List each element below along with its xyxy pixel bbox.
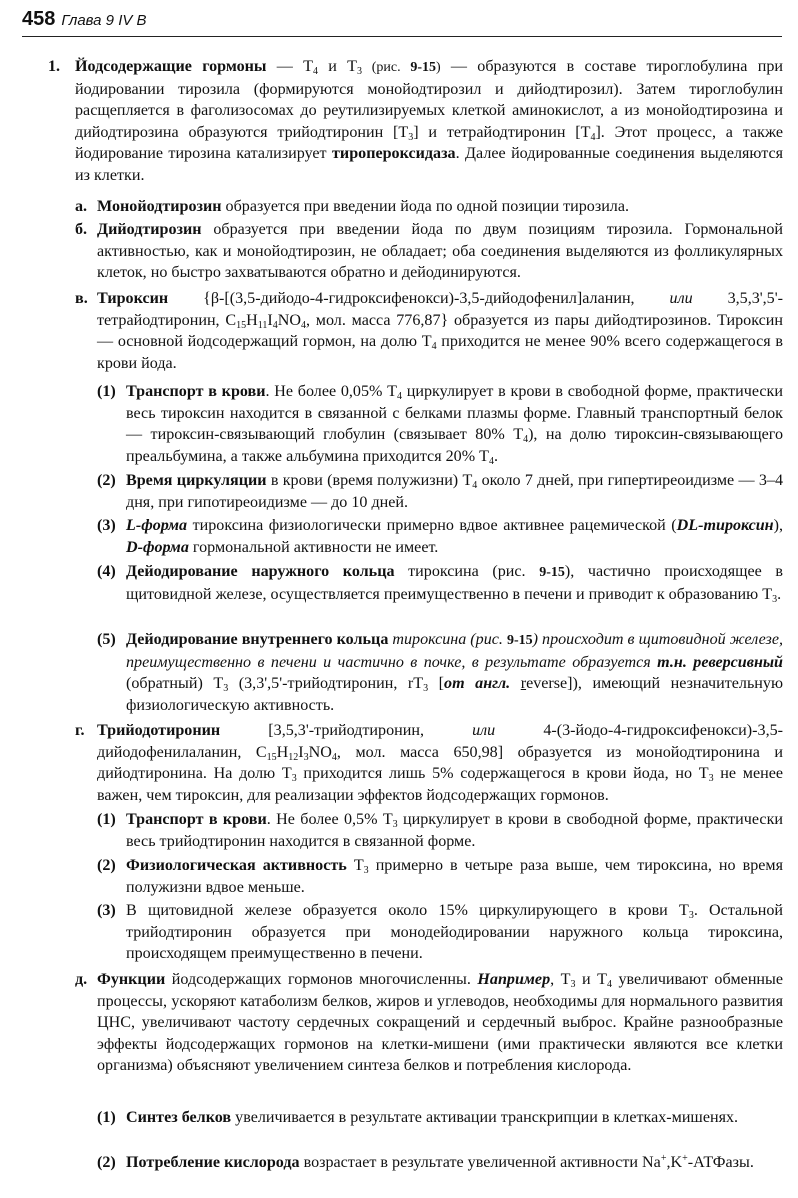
sub-item-number: (2) [97,472,116,489]
item-a-label: а. [75,198,88,215]
g3-paragraph: В щитовидной железе образуется около 15% циркулирующего в крови $T_3$. Остальной трийодтиронин образуется при монодейодировании наружного кольца тироксина, происходящем преимущественно в печени. [126,902,783,963]
item-a-paragraph: Монойодтирозин образуется при введении йода по одной позиции тирозила. [97,198,629,215]
item-b-paragraph: Дийодтирозин образуется при введении йода по двум позициям тирозила. Гормональной активностью, как и монойодтирозин, не обладает; оба соединения выделяются из фолликулярных клеток, но быстро захватываются обратно и дейодинируются. [97,221,783,282]
sub-item-number: (3) [97,902,116,919]
header-rule [22,36,782,37]
section-number: 1. [48,58,61,75]
item-g-label: г. [75,722,85,739]
sub-item-number: (2) [97,1154,116,1171]
section-1-paragraph: Йодсодержащие гормоны — $T_4$ и $T_3$ (рис. 9-15) — образуются в составе тироглобулина при йодировании тирозила (формируются монойодтирозил и дийодтирозил). Затем тироглобулин расщепляется в фаголизосомах до реутилизируемых клеткой аминокислот, а из монойодтирозина и дийодтирозина образуются трийодтиронин $[T_3]$ и тетрайодтиронин $[T_4]$. Этот процесс, а также йодирование тирозина катализирует тиропероксидаза. Далее йодированные соединения выделяются из клетки. [75,58,784,184]
item-b-label: б. [75,221,88,238]
v5-paragraph: Дейодирование внутреннего кольца тироксина (рис. 9-15) происходит в щитовидной железе, преимущественно в печени и частично в почке, в результате образуется т.н. реверсивный (обратный) $T_3$ (3,3',5'-трийодтиронин, $rT_3$ [от англ. reverse]), имеющий незначительную физиологическую активность. [126,631,784,714]
v1-paragraph: Транспорт в крови. Не более 0,05% $T_4$ циркулирует в крови в свободной форме, практически весь тироксин находится в связанной с белками плазмы форме. Главный транспортный белок — тироксин-связывающий глобулин (связывает 80% $T_4$), на долю тироксин-связывающего преальбумина, а также альбумина приходится 20% $T_4$. [126,383,783,467]
g2-paragraph: Физиологическая активность $T_3$ примерно в четыре раза выше, чем тироксина, но время полужизни вдвое меньше. [126,857,783,896]
chapter-label: Глава 9 IV B [61,12,147,29]
sub-item-number: (2) [97,857,116,874]
v3-paragraph: L-форма тироксина физиологически примерно вдвое активнее рацемической (DL-тироксин), D-форма гормональной активности не имеет. [126,517,783,556]
sub-item-number: (1) [97,811,116,828]
item-d-paragraph: Функции йодсодержащих гормонов многочисленны. Например, $T_3$ и $T_4$ увеличивают обменные процессы, ускоряют катаболизм белков, жиров и углеводов, необходимы для нормального развития ЦНС, увеличивают частоту сердечных сокращений и сердечный выброс. Крайне разнообразные эффекты йодсодержащих гормонов на клетки-мишени (ими практически являются все клетки организма) объясняют увеличением синтеза белков и потребления кислорода. [97,971,783,1075]
d1-paragraph: Синтез белков увеличивается в результате активации транскрипции в клетках-мишенях. [126,1109,739,1126]
sub-item-number: (5) [97,631,116,648]
sub-item-number: (1) [97,1109,116,1126]
item-v-label: в. [75,290,88,307]
sub-item-number: (3) [97,517,116,534]
sub-item-number: (1) [97,383,116,400]
item-g-paragraph: Трийодотиронин [3,5,3'-трийодтиронин, или 4-(3-йодо-4-гидроксифенокси)-3,5-дийодофенилаланин, $C_{15}H_{12}I_3NO_4$, мол. масса 650,98] образуется из монойодтиронина и дийодтиронина. На долю $T_3$ приходится лишь 5% содержащегося в крови йода, но $T_3$ не менее важен, чем тироксин, для реализации эффектов йодсодержащих гормонов. [97,722,783,804]
v2-paragraph: Время циркуляции в крови (время полужизни) $T_4$ около 7 дней, при гипертиреоидизме — 3–4 дня, при гипотиреоидизме — до 10 дней. [126,472,783,511]
page-number: 458 [22,8,56,30]
item-d-label: д. [75,971,88,988]
g1-paragraph: Транспорт в крови. Не более 0,5% $T_3$ циркулирует в крови в свободной форме, практически весь трийодтиронин находится в связанной форме. [126,811,783,850]
v4-paragraph: Дейодирование наружного кольца тироксина (рис. 9-15), частично происходящее в щитовидной железе, осуществляется преимущественно в печени и приводит к образованию $T_3$. [126,563,783,605]
section-title: Йодсодержащие гормоны [75,58,267,75]
d2-paragraph: Потребление кислорода возрастает в результате увеличенной активности Na+,K+-АТФазы. [126,1153,754,1171]
enzyme-term: тиропероксидаза [332,145,456,163]
item-v-paragraph: Тироксин {β-[(3,5-дийодо-4-гидроксифенокси)-3,5-дийодофенил]аланин, или 3,5,3',5'-тетрайодтиронин, $C_{15}H_{11}I_4NO_4$, мол. масса 776,87} образуется из пары дийодтирозинов. Тироксин — основной йодсодержащий гормон, на долю $T_4$ приходится не менее 90% всего содержащегося в крови йода. [97,290,783,372]
sub-item-number: (4) [97,563,116,580]
running-header [22,8,147,32]
